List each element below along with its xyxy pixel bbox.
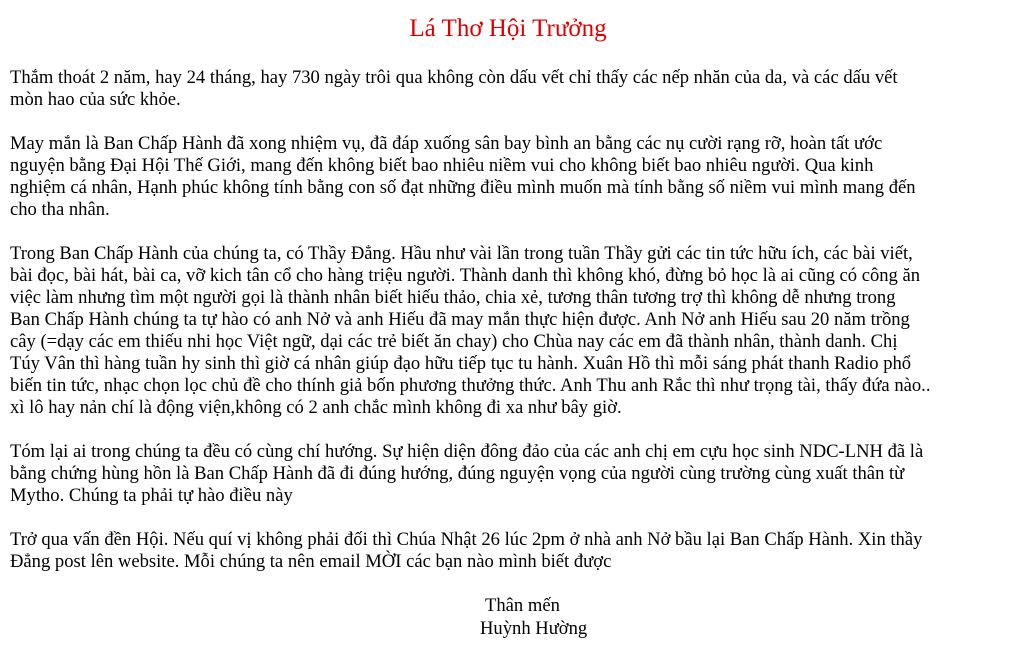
text-line: May mắn là Ban Chấp Hành đã xong nhiệm vụ, đã đáp xuống sân bay bình an bằng các nụ cười rạng rỡ, hoàn tất ước xyxy=(10,133,883,154)
text-line: cho tha nhân. xyxy=(10,199,110,220)
text-line: Thắm thoát 2 năm, hay 24 tháng, hay 730 ngày trôi qua không còn dấu vết chỉ thấy các nếp nhăn của da, và các dấu vết xyxy=(10,67,898,88)
paragraph-3 xyxy=(10,243,1006,419)
text-line: biến tin tức, nhạc chọn lọc chủ đề cho thính giả bốn phương thưởng thức. Anh Thu anh Rắc thì như trọng tài, thấy đứa nào.. xyxy=(10,375,931,396)
text-line: Tóm lại ai trong chúng ta đều có cùng chí hướng. Sự hiện diện đông đảo của các anh chị em cựu học sinh NDC-LNH đã là xyxy=(10,441,924,462)
text-line: cây (=dạy các em thiếu nhi học Việt ngữ, dại các trẻ biết ăn chay) cho Chùa nay các em đã thành nhân, thành danh. Chị xyxy=(10,331,898,352)
text-line: mòn hao của sức khỏe. xyxy=(10,89,181,110)
text-line: bằng chứng hùng hồn là Ban Chấp Hành đã đi đúng hướng, đúng nguyện vọng của người cùng trường cùng xuất thân từ xyxy=(10,463,905,484)
text-line: bài đọc, bài hát, bài ca, vỡ kich tân cổ cho hàng triệu người. Thành danh thì không khó, đừng bỏ học là ai cũng có công ăn xyxy=(10,265,921,286)
text-line: Trong Ban Chấp Hành của chúng ta, có Thầy Đẳng. Hầu như vài lần trong tuần Thầy gửi các tin tức hữu ích, các bài viết, xyxy=(10,243,913,264)
signature-name: Huỳnh Hường xyxy=(480,618,588,639)
letter-title: Lá Thơ Hội Trưởng xyxy=(409,15,607,42)
paragraph-2 xyxy=(10,133,1006,221)
paragraph-1 xyxy=(10,67,1006,111)
closing-salutation: Thân mến xyxy=(485,595,560,616)
text-line: Đẳng post lên website. Mỗi chúng ta nên email MỜI các bạn nào mình biết được xyxy=(10,551,612,572)
text-line: Mytho. Chúng ta phải tự hào điều này xyxy=(10,485,293,506)
text-line: Ban Chấp Hành chúng ta tự hào có anh Nở và anh Hiếu đã may mắn thực hiện được. Anh Nở anh Hiếu sau 20 năm trồng xyxy=(10,309,910,330)
text-line: Trở qua vấn đền Hội. Nếu quí vị không phải đối thì Chúa Nhật 26 lúc 2pm ở nhà anh Nở bầu lại Ban Chấp Hành. Xin thầy xyxy=(10,529,923,550)
text-line: Túy Vân thì hàng tuần hy sinh thì giờ cá nhân giúp đạo hữu tiếp tục tu hành. Xuân Hồ thì mỗi sáng phát thanh Radio phổ xyxy=(10,353,912,374)
text-line: nghiệm cá nhân, Hạnh phúc không tính bằng con số đạt những điều mình muốn mà tính bằng số niềm vui mình mang đến xyxy=(10,177,916,198)
paragraph-5 xyxy=(10,529,1006,573)
text-line: nguyện bằng Đại Hội Thế Giới, mang đến không biết bao nhiêu niềm vui cho không biết bao nhiêu người. Qua kinh xyxy=(10,155,874,176)
paragraph-4 xyxy=(10,441,1006,507)
text-line: việc làm nhưng tìm một người gọi là thành nhân biết hiếu thảo, chia xẻ, tương thân tương trợ thì không dễ nhưng trong xyxy=(10,287,896,308)
text-line: xì lô hay nản chí là động viện,không có 2 anh chắc mình không đi xa như bây giờ. xyxy=(10,397,622,418)
